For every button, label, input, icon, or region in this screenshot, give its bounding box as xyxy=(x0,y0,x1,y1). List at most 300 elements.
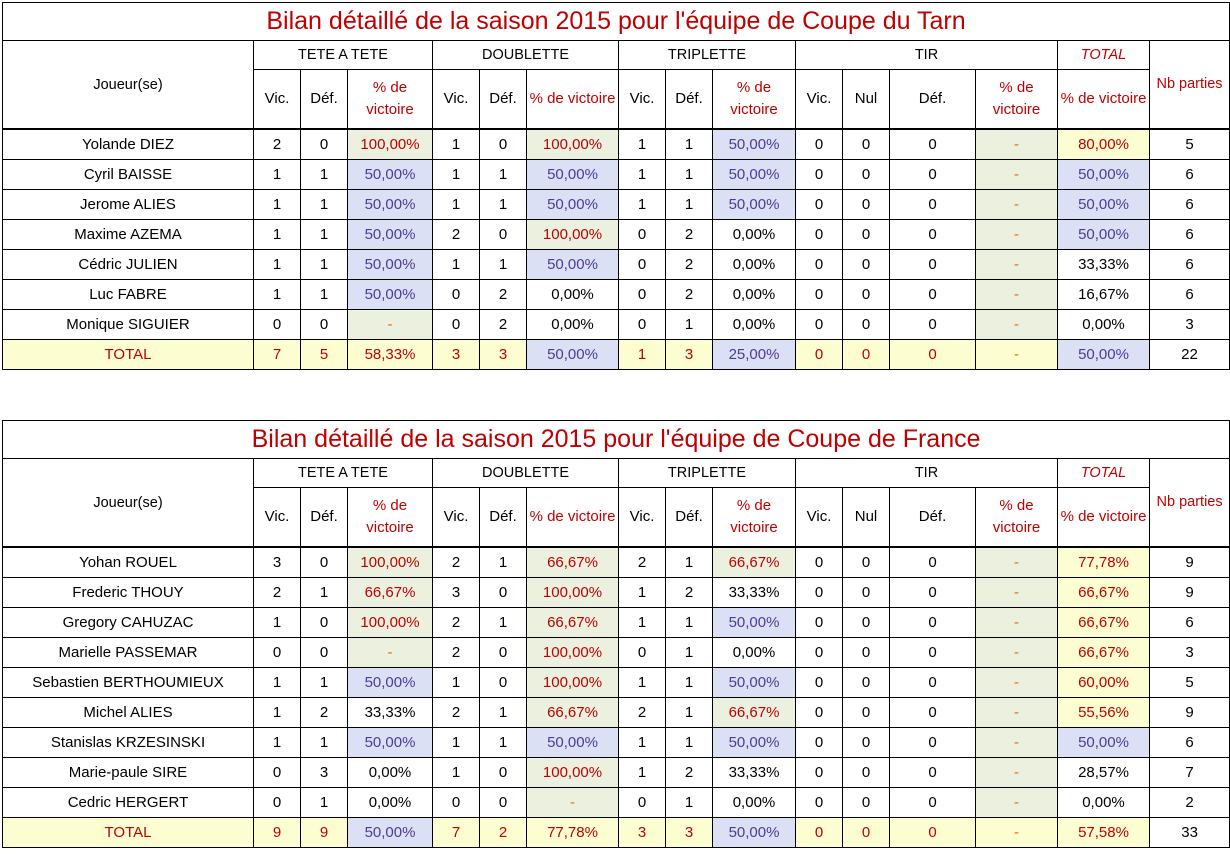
triplette-def-cell: 1 xyxy=(666,668,713,698)
table-row xyxy=(3,160,1230,190)
tir-def-cell: 0 xyxy=(890,250,976,280)
total-label: TOTAL xyxy=(3,340,254,370)
table-row xyxy=(3,578,1230,608)
triplette-pct-cell: 66,67% xyxy=(713,547,796,578)
def-header: Déf. xyxy=(480,488,527,548)
triplette-def-cell: 1 xyxy=(666,129,713,160)
tete-header: TETE A TETE xyxy=(254,41,433,70)
doublette-pct-cell: 66,67% xyxy=(527,698,619,728)
doublette-pct-cell: 66,67% xyxy=(527,547,619,578)
tir-nul-cell: 0 xyxy=(843,250,890,280)
nb-parties-cell: 6 xyxy=(1150,220,1230,250)
tete-pct-cell: 0,00% xyxy=(348,788,433,818)
table-row xyxy=(3,758,1230,788)
tir-def-cell: 0 xyxy=(890,578,976,608)
tir-pct-cell: - xyxy=(976,788,1058,818)
tir-def-cell: 0 xyxy=(890,668,976,698)
triplette-vic-cell: 2 xyxy=(619,698,666,728)
tete-def-cell: 1 xyxy=(301,250,348,280)
total-pct-cell: 16,67% xyxy=(1058,280,1150,310)
triplette-def-cell: 1 xyxy=(666,698,713,728)
tete-def-cell: 5 xyxy=(301,340,348,370)
tete-vic-cell: 1 xyxy=(254,160,301,190)
doublette-def-cell: 0 xyxy=(480,129,527,160)
triplette-def-cell: 1 xyxy=(666,638,713,668)
doublette-def-cell: 0 xyxy=(480,788,527,818)
tir-nul-cell: 0 xyxy=(843,280,890,310)
tir-def-cell: 0 xyxy=(890,310,976,340)
nb-parties-cell: 33 xyxy=(1150,818,1230,848)
table-row xyxy=(3,310,1230,340)
player-name: Frederic THOUY xyxy=(3,578,254,608)
total-pct-cell: 77,78% xyxy=(1058,547,1150,578)
tete-def-cell: 1 xyxy=(301,190,348,220)
tir-vic-cell: 0 xyxy=(796,638,843,668)
nb-parties-cell: 3 xyxy=(1150,310,1230,340)
doublette-vic-cell: 1 xyxy=(433,129,480,160)
doublette-vic-cell: 1 xyxy=(433,668,480,698)
doublette-header: DOUBLETTE xyxy=(433,459,619,488)
total-row xyxy=(3,818,1230,848)
pct-header: % de victoire xyxy=(976,70,1058,130)
nb-parties-cell: 6 xyxy=(1150,728,1230,758)
doublette-pct-cell: 100,00% xyxy=(527,638,619,668)
triplette-def-cell: 3 xyxy=(666,340,713,370)
tir-def-cell: 0 xyxy=(890,190,976,220)
triplette-pct-cell: 33,33% xyxy=(713,758,796,788)
player-name: Cedric HERGERT xyxy=(3,788,254,818)
doublette-pct-cell: 50,00% xyxy=(527,340,619,370)
player-name: Yolande DIEZ xyxy=(3,129,254,160)
tir-def-cell: 0 xyxy=(890,698,976,728)
doublette-pct-cell: 50,00% xyxy=(527,728,619,758)
player-name: Maxime AZEMA xyxy=(3,220,254,250)
tete-def-cell: 1 xyxy=(301,220,348,250)
table-row xyxy=(3,608,1230,638)
triplette-def-cell: 3 xyxy=(666,818,713,848)
nb-parties-cell: 7 xyxy=(1150,758,1230,788)
tir-def-cell: 0 xyxy=(890,160,976,190)
table-row xyxy=(3,668,1230,698)
pct-header: % de victoire xyxy=(713,70,796,130)
total-pct-cell: 0,00% xyxy=(1058,788,1150,818)
tir-pct-cell: - xyxy=(976,310,1058,340)
doublette-pct-cell: 50,00% xyxy=(527,250,619,280)
doublette-pct-cell: 0,00% xyxy=(527,310,619,340)
doublette-pct-cell: 0,00% xyxy=(527,280,619,310)
tir-vic-cell: 0 xyxy=(796,310,843,340)
doublette-pct-cell: - xyxy=(527,788,619,818)
total-pct-cell: 80,00% xyxy=(1058,129,1150,160)
doublette-header: DOUBLETTE xyxy=(433,41,619,70)
triplette-pct-cell: 0,00% xyxy=(713,310,796,340)
tir-pct-cell: - xyxy=(976,668,1058,698)
triplette-pct-cell: 50,00% xyxy=(713,818,796,848)
nb-parties-cell: 6 xyxy=(1150,190,1230,220)
triplette-header: TRIPLETTE xyxy=(619,459,796,488)
triplette-vic-cell: 1 xyxy=(619,758,666,788)
tir-nul-cell: 0 xyxy=(843,547,890,578)
tir-def-cell: 0 xyxy=(890,129,976,160)
tir-nul-cell: 0 xyxy=(843,340,890,370)
nb-parties-cell: 6 xyxy=(1150,250,1230,280)
triplette-def-cell: 1 xyxy=(666,788,713,818)
tir-vic-cell: 0 xyxy=(796,340,843,370)
tir-nul-cell: 0 xyxy=(843,638,890,668)
tete-vic-cell: 1 xyxy=(254,190,301,220)
tir-vic-cell: 0 xyxy=(796,220,843,250)
vic-header: Vic. xyxy=(433,70,480,130)
table-row xyxy=(3,190,1230,220)
tir-vic-cell: 0 xyxy=(796,547,843,578)
pct-header: % de victoire xyxy=(348,70,433,130)
nul-header: Nul xyxy=(843,488,890,548)
total-pct-cell: 66,67% xyxy=(1058,578,1150,608)
tir-nul-cell: 0 xyxy=(843,220,890,250)
tir-vic-cell: 0 xyxy=(796,668,843,698)
nb-parties-cell: 9 xyxy=(1150,698,1230,728)
tir-def-cell: 0 xyxy=(890,758,976,788)
triplette-pct-cell: 66,67% xyxy=(713,698,796,728)
doublette-def-cell: 1 xyxy=(480,728,527,758)
triplette-pct-cell: 50,00% xyxy=(713,129,796,160)
tir-nul-cell: 0 xyxy=(843,818,890,848)
tir-pct-cell: - xyxy=(976,547,1058,578)
triplette-pct-cell: 50,00% xyxy=(713,160,796,190)
tir-nul-cell: 0 xyxy=(843,190,890,220)
total-pct-cell: 50,00% xyxy=(1058,190,1150,220)
tete-pct-cell: 50,00% xyxy=(348,280,433,310)
triplette-def-cell: 1 xyxy=(666,728,713,758)
tete-def-cell: 1 xyxy=(301,668,348,698)
table-row xyxy=(3,129,1230,160)
nb-parties-cell: 9 xyxy=(1150,578,1230,608)
tir-vic-cell: 0 xyxy=(796,728,843,758)
total-pct-cell: 66,67% xyxy=(1058,638,1150,668)
nb-parties-cell: 22 xyxy=(1150,340,1230,370)
table-title: Bilan détaillé de la saison 2015 pour l'équipe de Coupe de France xyxy=(3,421,1230,459)
doublette-vic-cell: 3 xyxy=(433,578,480,608)
vic-header: Vic. xyxy=(796,70,843,130)
triplette-vic-cell: 0 xyxy=(619,280,666,310)
tir-pct-cell: - xyxy=(976,340,1058,370)
total-pct-header: % de victoire xyxy=(1058,488,1150,548)
tir-def-cell: 0 xyxy=(890,638,976,668)
table-row xyxy=(3,220,1230,250)
total-pct-cell: 0,00% xyxy=(1058,310,1150,340)
triplette-vic-cell: 1 xyxy=(619,728,666,758)
triplette-pct-cell: 50,00% xyxy=(713,668,796,698)
doublette-def-cell: 2 xyxy=(480,310,527,340)
tete-pct-cell: 50,00% xyxy=(348,818,433,848)
total-header: TOTAL xyxy=(1058,41,1150,70)
triplette-vic-cell: 1 xyxy=(619,160,666,190)
tir-pct-cell: - xyxy=(976,638,1058,668)
tete-pct-cell: 100,00% xyxy=(348,608,433,638)
doublette-vic-cell: 1 xyxy=(433,728,480,758)
stats-table-coupe-du-tarn xyxy=(2,2,1230,370)
doublette-def-cell: 1 xyxy=(480,250,527,280)
triplette-def-cell: 2 xyxy=(666,250,713,280)
tete-def-cell: 0 xyxy=(301,310,348,340)
table-title: Bilan détaillé de la saison 2015 pour l'équipe de Coupe du Tarn xyxy=(3,3,1230,41)
player-name: Marie-paule SIRE xyxy=(3,758,254,788)
doublette-def-cell: 3 xyxy=(480,340,527,370)
tete-vic-cell: 2 xyxy=(254,578,301,608)
tir-nul-cell: 0 xyxy=(843,788,890,818)
player-name: Marielle PASSEMAR xyxy=(3,638,254,668)
tir-pct-cell: - xyxy=(976,220,1058,250)
tete-pct-cell: 58,33% xyxy=(348,340,433,370)
doublette-def-cell: 1 xyxy=(480,160,527,190)
total-pct-cell: 55,56% xyxy=(1058,698,1150,728)
tir-header: TIR xyxy=(796,459,1058,488)
doublette-pct-cell: 77,78% xyxy=(527,818,619,848)
nb-parties-cell: 6 xyxy=(1150,608,1230,638)
doublette-vic-cell: 3 xyxy=(433,340,480,370)
def-header: Déf. xyxy=(480,70,527,130)
triplette-def-cell: 1 xyxy=(666,190,713,220)
tete-pct-cell: 100,00% xyxy=(348,129,433,160)
pct-header: % de victoire xyxy=(976,488,1058,548)
def-header: Déf. xyxy=(890,488,976,548)
triplette-vic-cell: 0 xyxy=(619,638,666,668)
tir-pct-cell: - xyxy=(976,160,1058,190)
tir-pct-cell: - xyxy=(976,698,1058,728)
pct-header: % de victoire xyxy=(348,488,433,548)
triplette-def-cell: 2 xyxy=(666,578,713,608)
triplette-def-cell: 1 xyxy=(666,160,713,190)
player-header: Joueur(se) xyxy=(3,459,254,548)
tir-def-cell: 0 xyxy=(890,728,976,758)
def-header: Déf. xyxy=(890,70,976,130)
doublette-def-cell: 0 xyxy=(480,638,527,668)
tir-pct-cell: - xyxy=(976,758,1058,788)
total-label: TOTAL xyxy=(3,818,254,848)
nb-parties-cell: 3 xyxy=(1150,638,1230,668)
tete-vic-cell: 0 xyxy=(254,310,301,340)
triplette-pct-cell: 50,00% xyxy=(713,728,796,758)
tir-nul-cell: 0 xyxy=(843,728,890,758)
tete-vic-cell: 9 xyxy=(254,818,301,848)
def-header: Déf. xyxy=(666,70,713,130)
tete-vic-cell: 0 xyxy=(254,788,301,818)
table-row xyxy=(3,547,1230,578)
player-name: Sebastien BERTHOUMIEUX xyxy=(3,668,254,698)
player-name: Jerome ALIES xyxy=(3,190,254,220)
tete-vic-cell: 1 xyxy=(254,608,301,638)
doublette-vic-cell: 0 xyxy=(433,788,480,818)
tete-pct-cell: 100,00% xyxy=(348,547,433,578)
tete-def-cell: 0 xyxy=(301,608,348,638)
triplette-vic-cell: 2 xyxy=(619,547,666,578)
total-pct-cell: 66,67% xyxy=(1058,608,1150,638)
triplette-vic-cell: 1 xyxy=(619,608,666,638)
tete-def-cell: 1 xyxy=(301,788,348,818)
tir-pct-cell: - xyxy=(976,578,1058,608)
triplette-def-cell: 2 xyxy=(666,758,713,788)
tete-vic-cell: 1 xyxy=(254,668,301,698)
doublette-pct-cell: 100,00% xyxy=(527,129,619,160)
nb-parties-header: Nb parties xyxy=(1150,41,1230,130)
nb-parties-cell: 2 xyxy=(1150,788,1230,818)
triplette-vic-cell: 0 xyxy=(619,310,666,340)
player-name: Michel ALIES xyxy=(3,698,254,728)
tete-def-cell: 9 xyxy=(301,818,348,848)
tete-def-cell: 0 xyxy=(301,638,348,668)
total-pct-cell: 50,00% xyxy=(1058,220,1150,250)
triplette-pct-cell: 0,00% xyxy=(713,788,796,818)
triplette-def-cell: 1 xyxy=(666,310,713,340)
doublette-def-cell: 2 xyxy=(480,818,527,848)
tete-pct-cell: 50,00% xyxy=(348,250,433,280)
triplette-def-cell: 2 xyxy=(666,280,713,310)
total-pct-header: % de victoire xyxy=(1058,70,1150,130)
doublette-vic-cell: 2 xyxy=(433,220,480,250)
tir-vic-cell: 0 xyxy=(796,608,843,638)
nul-header: Nul xyxy=(843,70,890,130)
tir-pct-cell: - xyxy=(976,190,1058,220)
vic-header: Vic. xyxy=(619,70,666,130)
doublette-pct-cell: 100,00% xyxy=(527,758,619,788)
doublette-vic-cell: 2 xyxy=(433,608,480,638)
nb-parties-cell: 6 xyxy=(1150,160,1230,190)
pct-header: % de victoire xyxy=(527,70,619,130)
doublette-vic-cell: 0 xyxy=(433,310,480,340)
tete-def-cell: 1 xyxy=(301,578,348,608)
tete-pct-cell: 0,00% xyxy=(348,758,433,788)
doublette-def-cell: 2 xyxy=(480,280,527,310)
tir-pct-cell: - xyxy=(976,818,1058,848)
doublette-vic-cell: 7 xyxy=(433,818,480,848)
doublette-def-cell: 1 xyxy=(480,190,527,220)
doublette-def-cell: 1 xyxy=(480,608,527,638)
def-header: Déf. xyxy=(301,70,348,130)
triplette-vic-cell: 0 xyxy=(619,250,666,280)
triplette-pct-cell: 50,00% xyxy=(713,608,796,638)
nb-parties-header: Nb parties xyxy=(1150,459,1230,548)
tete-pct-cell: 33,33% xyxy=(348,698,433,728)
player-name: Luc FABRE xyxy=(3,280,254,310)
doublette-vic-cell: 2 xyxy=(433,698,480,728)
triplette-vic-cell: 1 xyxy=(619,340,666,370)
tir-nul-cell: 0 xyxy=(843,758,890,788)
tete-pct-cell: 50,00% xyxy=(348,190,433,220)
table-row xyxy=(3,788,1230,818)
player-name: Yohan ROUEL xyxy=(3,547,254,578)
tete-pct-cell: 50,00% xyxy=(348,668,433,698)
tir-vic-cell: 0 xyxy=(796,818,843,848)
triplette-def-cell: 2 xyxy=(666,220,713,250)
player-name: Cyril BAISSE xyxy=(3,160,254,190)
nb-parties-cell: 5 xyxy=(1150,129,1230,160)
pct-header: % de victoire xyxy=(713,488,796,548)
total-pct-cell: 50,00% xyxy=(1058,728,1150,758)
tir-pct-cell: - xyxy=(976,280,1058,310)
tete-vic-cell: 1 xyxy=(254,250,301,280)
tir-vic-cell: 0 xyxy=(796,788,843,818)
tir-nul-cell: 0 xyxy=(843,608,890,638)
pct-header: % de victoire xyxy=(527,488,619,548)
nb-parties-cell: 6 xyxy=(1150,280,1230,310)
total-pct-cell: 60,00% xyxy=(1058,668,1150,698)
tir-pct-cell: - xyxy=(976,250,1058,280)
tir-pct-cell: - xyxy=(976,129,1058,160)
triplette-pct-cell: 0,00% xyxy=(713,220,796,250)
tir-nul-cell: 0 xyxy=(843,578,890,608)
tete-pct-cell: - xyxy=(348,638,433,668)
tir-def-cell: 0 xyxy=(890,547,976,578)
tir-vic-cell: 0 xyxy=(796,698,843,728)
total-pct-cell: 50,00% xyxy=(1058,340,1150,370)
nb-parties-cell: 9 xyxy=(1150,547,1230,578)
doublette-def-cell: 0 xyxy=(480,668,527,698)
tir-pct-cell: - xyxy=(976,728,1058,758)
tete-header: TETE A TETE xyxy=(254,459,433,488)
doublette-pct-cell: 100,00% xyxy=(527,668,619,698)
tete-pct-cell: - xyxy=(348,310,433,340)
table-row xyxy=(3,280,1230,310)
tete-def-cell: 0 xyxy=(301,547,348,578)
tete-def-cell: 1 xyxy=(301,728,348,758)
tete-def-cell: 1 xyxy=(301,160,348,190)
doublette-vic-cell: 2 xyxy=(433,638,480,668)
stats-table-coupe-de-france xyxy=(2,420,1230,848)
tete-pct-cell: 50,00% xyxy=(348,160,433,190)
doublette-pct-cell: 50,00% xyxy=(527,190,619,220)
tete-def-cell: 3 xyxy=(301,758,348,788)
tete-vic-cell: 1 xyxy=(254,698,301,728)
tete-vic-cell: 2 xyxy=(254,129,301,160)
triplette-pct-cell: 33,33% xyxy=(713,578,796,608)
tir-vic-cell: 0 xyxy=(796,129,843,160)
table-row xyxy=(3,698,1230,728)
triplette-vic-cell: 1 xyxy=(619,578,666,608)
triplette-pct-cell: 25,00% xyxy=(713,340,796,370)
triplette-pct-cell: 0,00% xyxy=(713,638,796,668)
player-name: Gregory CAHUZAC xyxy=(3,608,254,638)
doublette-vic-cell: 1 xyxy=(433,758,480,788)
tir-nul-cell: 0 xyxy=(843,698,890,728)
triplette-vic-cell: 3 xyxy=(619,818,666,848)
tir-def-cell: 0 xyxy=(890,788,976,818)
triplette-pct-cell: 0,00% xyxy=(713,280,796,310)
table-row xyxy=(3,250,1230,280)
total-pct-cell: 50,00% xyxy=(1058,160,1150,190)
vic-header: Vic. xyxy=(254,70,301,130)
triplette-vic-cell: 1 xyxy=(619,190,666,220)
total-pct-cell: 33,33% xyxy=(1058,250,1150,280)
doublette-def-cell: 1 xyxy=(480,547,527,578)
table-row xyxy=(3,728,1230,758)
doublette-pct-cell: 50,00% xyxy=(527,160,619,190)
triplette-pct-cell: 0,00% xyxy=(713,250,796,280)
total-pct-cell: 28,57% xyxy=(1058,758,1150,788)
tete-vic-cell: 0 xyxy=(254,758,301,788)
tete-def-cell: 2 xyxy=(301,698,348,728)
tir-def-cell: 0 xyxy=(890,608,976,638)
tir-vic-cell: 0 xyxy=(796,578,843,608)
def-header: Déf. xyxy=(301,488,348,548)
doublette-def-cell: 1 xyxy=(480,698,527,728)
total-header: TOTAL xyxy=(1058,459,1150,488)
tir-vic-cell: 0 xyxy=(796,190,843,220)
vic-header: Vic. xyxy=(254,488,301,548)
tir-def-cell: 0 xyxy=(890,280,976,310)
triplette-def-cell: 1 xyxy=(666,608,713,638)
tir-nul-cell: 0 xyxy=(843,129,890,160)
player-name: Monique SIGUIER xyxy=(3,310,254,340)
